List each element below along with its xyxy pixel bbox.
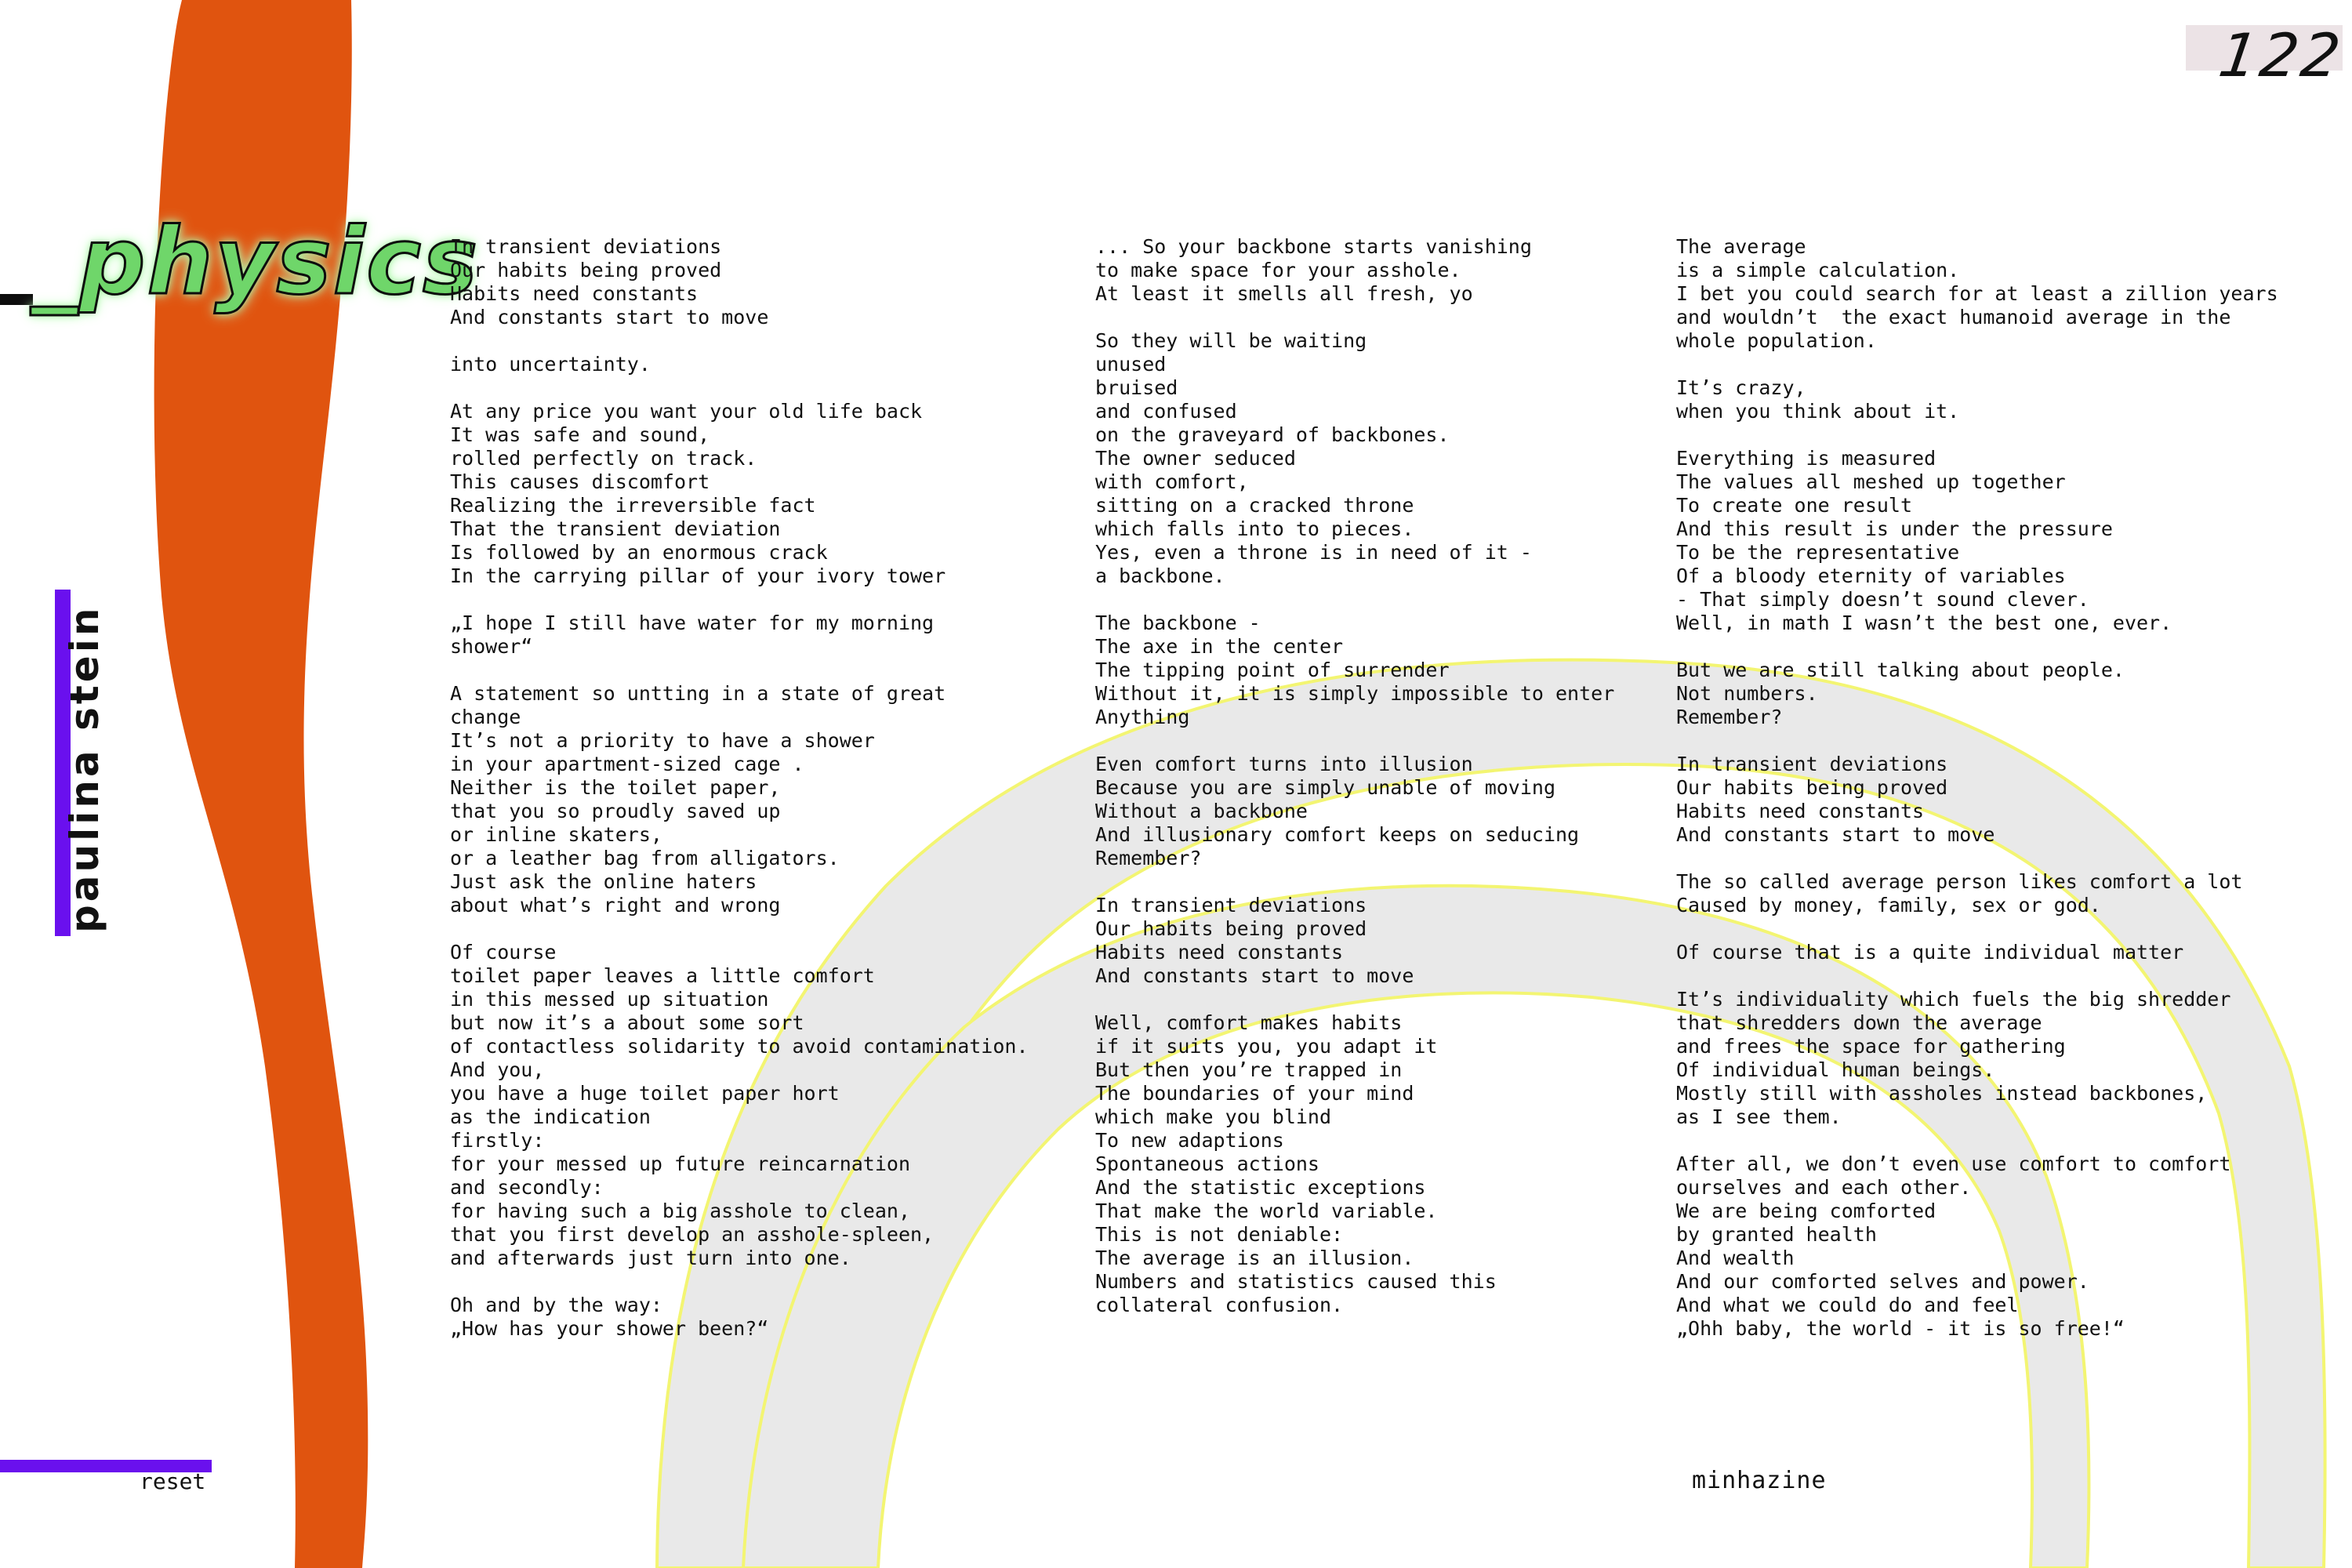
poem-line: - That simply doesn’t sound clever.	[1676, 588, 2089, 611]
poem-line	[450, 1270, 1029, 1294]
poem-line	[1676, 917, 2278, 941]
poem-line: Not numbers.	[1676, 682, 1818, 705]
poem-line: in your apartment-sized cage .	[450, 753, 804, 775]
poem-line: And constants start to move	[1095, 964, 1414, 987]
poem-line	[450, 329, 1029, 353]
poem-line: for having such a big asshole to clean,	[450, 1200, 910, 1222]
poem-line: The owner seduced	[1095, 447, 1296, 470]
title-dash	[0, 294, 33, 305]
poem-line	[450, 917, 1029, 941]
poem-line: The average is an illusion.	[1095, 1247, 1414, 1269]
poem-line: Is followed by an enormous crack	[450, 541, 828, 564]
poem-line: Because you are simply unable of moving	[1095, 776, 1555, 799]
poem-line: Remember?	[1095, 847, 1202, 869]
poem-line: in this messed up situation	[450, 988, 769, 1011]
poem-line: This is not deniable:	[1095, 1223, 1344, 1246]
poem-line: about what’s right and wrong	[450, 894, 781, 916]
brand-name: minhazine	[1692, 1467, 1827, 1494]
poem-line: The average	[1676, 235, 1806, 258]
poem-line: This causes discomfort	[450, 470, 710, 493]
poem-line: Caused by money, family, sex or god.	[1676, 894, 2101, 916]
poem-line: Habits need constants	[1676, 800, 1925, 822]
poem-line	[1676, 1129, 2278, 1152]
poem-line: with comfort,	[1095, 470, 1249, 493]
poem-line: In transient deviations	[1095, 894, 1367, 916]
poem-line: It’s crazy,	[1676, 376, 1806, 399]
reset-link[interactable]: reset	[140, 1468, 206, 1494]
poem-line: or a leather bag from alligators.	[450, 847, 840, 869]
poem-line: by granted health	[1676, 1223, 1877, 1246]
poem-line: sitting on a cracked throne	[1095, 494, 1414, 517]
poem-line: as the indication	[450, 1105, 651, 1128]
poem-line: is a simple calculation.	[1676, 259, 1960, 281]
poem-line	[1676, 635, 2278, 659]
poem-line: ... So your backbone starts vanishing	[1095, 235, 1532, 258]
poem-line: The axe in the center	[1095, 635, 1344, 658]
poem-line: A statement so untting in a state of great	[450, 682, 946, 705]
poem-line: Neither is the toilet paper,	[450, 776, 781, 799]
poem-line: In transient deviations	[1676, 753, 1948, 775]
poem-line: Everything is measured	[1676, 447, 1936, 470]
poem-line: After all, we don’t even use comfort to comfort	[1676, 1152, 2231, 1175]
poem-line: shower“	[450, 635, 533, 658]
poem-line: and secondly:	[450, 1176, 604, 1199]
poem-line: The backbone -	[1095, 612, 1261, 634]
page-number	[2186, 20, 2348, 90]
poem-line: that shredders down the average	[1676, 1011, 2042, 1034]
poem-line: that you so proudly saved up	[450, 800, 781, 822]
poem-line: Of course	[450, 941, 557, 964]
poem-line	[1676, 353, 2278, 376]
poem-line: Our habits being proved	[1676, 776, 1948, 799]
poem-line: which make you blind	[1095, 1105, 1332, 1128]
poem-line: Our habits being proved	[450, 259, 722, 281]
page-number-text: 122	[2214, 20, 2348, 90]
poem-line: It was safe and sound,	[450, 423, 710, 446]
poem-line: We are being comforted	[1676, 1200, 1936, 1222]
poem-line	[1676, 964, 2278, 988]
poem-line: Just ask the online haters	[450, 870, 757, 893]
poem-line: To be the representative	[1676, 541, 1960, 564]
poem-line	[1095, 870, 1614, 894]
poem-line	[1676, 847, 2278, 870]
poem-line: into uncertainty.	[450, 353, 651, 376]
poem-line: Yes, even a throne is in need of it -	[1095, 541, 1532, 564]
poem-line: or inline skaters,	[450, 823, 662, 846]
poem-line: Oh and by the way:	[450, 1294, 662, 1316]
poem-line: to make space for your asshole.	[1095, 259, 1461, 281]
poem-line: And illusionary comfort keeps on seducing	[1095, 823, 1580, 846]
poem-line: And what we could do and feel	[1676, 1294, 2019, 1316]
poem-line: a backbone.	[1095, 564, 1225, 587]
poem-line: In transient deviations	[450, 235, 722, 258]
poem-line: you have a huge toilet paper hort	[450, 1082, 840, 1105]
author-name: paulina stein	[62, 604, 107, 933]
poem-line: Realizing the irreversible fact	[450, 494, 816, 517]
poem-line: And wealth	[1676, 1247, 1795, 1269]
poem-line	[1095, 988, 1614, 1011]
poem-line: but now it’s a about some sort	[450, 1011, 804, 1034]
poem-line: for your messed up future reincarnation	[450, 1152, 910, 1175]
poem-line: on the graveyard of backbones.	[1095, 423, 1450, 446]
poem-line: when you think about it.	[1676, 400, 1960, 423]
poem-line: It’s not a priority to have a shower	[450, 729, 875, 752]
poem-line: And you,	[450, 1058, 545, 1081]
poem-line: Well, in math I wasn’t the best one, ever.	[1676, 612, 2172, 634]
poem-line: And constants start to move	[1676, 823, 1995, 846]
poem-line: and confused	[1095, 400, 1237, 423]
poem-line	[1095, 588, 1614, 612]
poem-line: So they will be waiting	[1095, 329, 1367, 352]
poem-line: But then you’re trapped in	[1095, 1058, 1403, 1081]
poem-line	[450, 588, 1029, 612]
poem-line: firstly:	[450, 1129, 545, 1152]
poem-line: And constants start to move	[450, 306, 769, 328]
poem-line: Of a bloody eternity of variables	[1676, 564, 2066, 587]
poem-line: The so called average person likes comfort a lot	[1676, 870, 2243, 893]
poem-line: Anything	[1095, 706, 1190, 728]
poem-line: Mostly still with assholes instead backbones,	[1676, 1082, 2208, 1105]
poem-line: and wouldn’t the exact humanoid average in the	[1676, 306, 2231, 328]
poem-line: And this result is under the pressure	[1676, 517, 2113, 540]
poem-line: In the carrying pillar of your ivory tower	[450, 564, 946, 587]
poem-line: „I hope I still have water for my morning	[450, 612, 935, 634]
poem-line: At least it smells all fresh, yo	[1095, 282, 1473, 305]
poem-line: Without it, it is simply impossible to enter	[1095, 682, 1615, 705]
poem-line: Numbers and statistics caused this	[1095, 1270, 1497, 1293]
poem-line: The boundaries of your mind	[1095, 1082, 1414, 1105]
poem-line: It’s individuality which fuels the big shredder	[1676, 988, 2231, 1011]
poem-line: bruised	[1095, 376, 1178, 399]
poem-line: Even comfort turns into illusion	[1095, 753, 1473, 775]
poem-line: as I see them.	[1676, 1105, 1842, 1128]
poem-line: „How has your shower been?“	[450, 1317, 769, 1340]
poem-line: Well, comfort makes habits	[1095, 1011, 1403, 1034]
poem-line: unused	[1095, 353, 1167, 376]
poem-line: And our comforted selves and power.	[1676, 1270, 2089, 1293]
poem-line: collateral confusion.	[1095, 1294, 1344, 1316]
poem-line: rolled perfectly on track.	[450, 447, 757, 470]
poem-line	[450, 376, 1029, 400]
poem-line: and frees the space for gathering	[1676, 1035, 2066, 1058]
poem-line: And the statistic exceptions	[1095, 1176, 1426, 1199]
poem-line: Of individual human beings.	[1676, 1058, 1995, 1081]
poem-line: Our habits being proved	[1095, 917, 1367, 940]
poem-line	[1095, 729, 1614, 753]
poem-line: The values all meshed up together	[1676, 470, 2066, 493]
poem-line: I bet you could search for at least a zillion years	[1676, 282, 2278, 305]
poem-line: Habits need constants	[450, 282, 699, 305]
poem-line: if it suits you, you adapt it	[1095, 1035, 1438, 1058]
poem-line	[450, 659, 1029, 682]
poem-line: change	[450, 706, 521, 728]
poem-line: and afterwards just turn into one.	[450, 1247, 851, 1269]
poem-line: Spontaneous actions	[1095, 1152, 1319, 1175]
section-title: _physics	[31, 207, 480, 315]
poem-line: Of course that is a quite individual matter	[1676, 941, 2184, 964]
poem-line: ourselves and each other.	[1676, 1176, 1972, 1199]
poem-line: To create one result	[1676, 494, 1913, 517]
poem-line: whole population.	[1676, 329, 1877, 352]
poem-line: But we are still talking about people.	[1676, 659, 2125, 681]
poem-line: of contactless solidarity to avoid contamination.	[450, 1035, 1029, 1058]
poem-column-3	[1676, 235, 2278, 1341]
poem-line: „Ohh baby, the world - it is so free!“	[1676, 1317, 2125, 1340]
poem-column-2	[1095, 235, 1614, 1317]
poem-line: toilet paper leaves a little comfort	[450, 964, 875, 987]
poem-line: That make the world variable.	[1095, 1200, 1438, 1222]
poem-line	[1095, 306, 1614, 329]
poem-line: The tipping point of surrender	[1095, 659, 1450, 681]
poem-line: Remember?	[1676, 706, 1783, 728]
poem-column-1	[450, 235, 1029, 1341]
poem-line: Habits need constants	[1095, 941, 1344, 964]
poem-line: That the transient deviation	[450, 517, 781, 540]
poem-line: that you first develop an asshole-spleen,	[450, 1223, 935, 1246]
poem-line	[1676, 423, 2278, 447]
poem-line: which falls into to pieces.	[1095, 517, 1414, 540]
poem-line: At any price you want your old life back	[450, 400, 923, 423]
poem-line: To new adaptions	[1095, 1129, 1284, 1152]
poem-line: Without a backbone	[1095, 800, 1308, 822]
poem-line	[1676, 729, 2278, 753]
